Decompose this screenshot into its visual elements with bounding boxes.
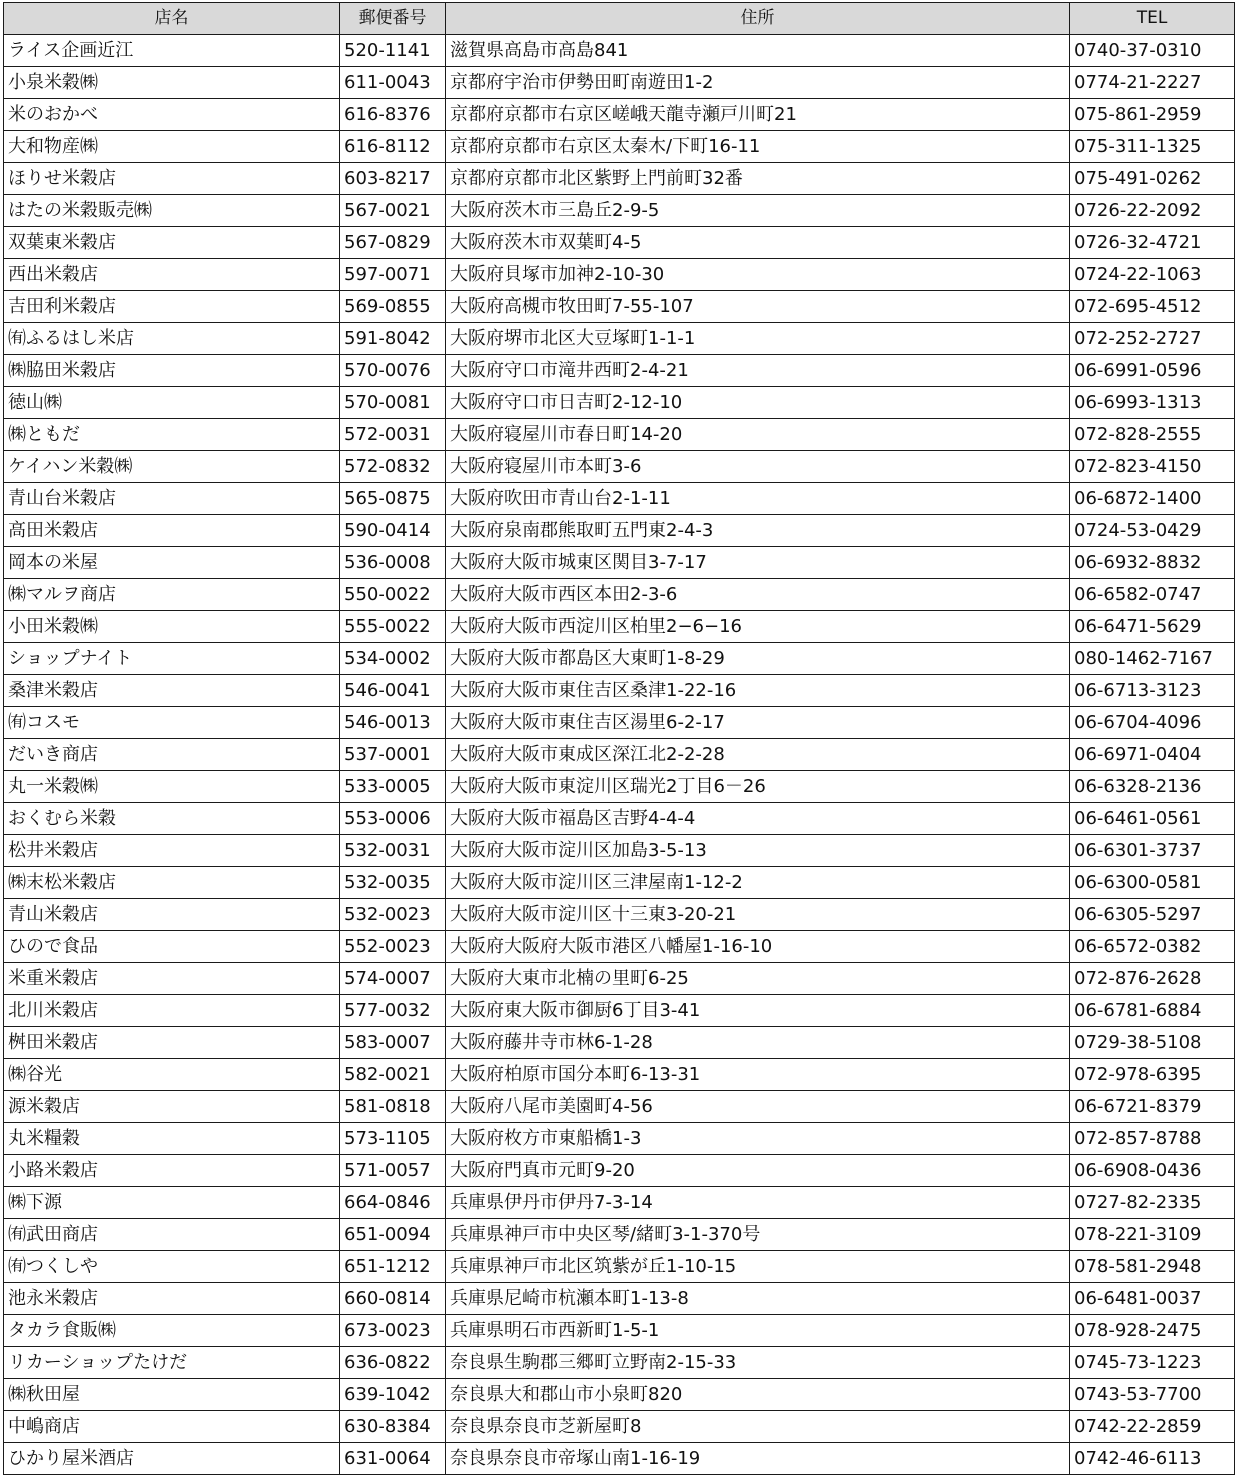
- address-cell: 大阪府大阪市東住吉区湯里6-2-17: [446, 707, 1070, 739]
- address-cell: 京都府京都市右京区太秦木/下町16-11: [446, 131, 1070, 163]
- table-row: [4, 1347, 1235, 1379]
- table-row: [4, 899, 1235, 931]
- tel-cell: 0724-22-1063: [1070, 259, 1235, 291]
- table-row: [4, 931, 1235, 963]
- address-cell: 大阪府守口市日吉町2-12-10: [446, 387, 1070, 419]
- address-cell: 大阪府大阪市東住吉区桑津1-22-16: [446, 675, 1070, 707]
- address-cell: 京都府京都市右京区嵯峨天龍寺瀬戸川町21: [446, 99, 1070, 131]
- address-cell: 大阪府茨木市双葉町4-5: [446, 227, 1070, 259]
- table-row: [4, 579, 1235, 611]
- table-row: [4, 1219, 1235, 1251]
- tel-cell: 072-252-2727: [1070, 323, 1235, 355]
- table-row: [4, 1411, 1235, 1443]
- address-cell: 京都府宇治市伊勢田町南遊田1-2: [446, 67, 1070, 99]
- header-tel: TEL: [1070, 3, 1235, 35]
- table-row: [4, 803, 1235, 835]
- table-row: [4, 675, 1235, 707]
- postal-code-cell: 567-0021: [340, 195, 446, 227]
- tel-cell: 075-311-1325: [1070, 131, 1235, 163]
- table-row: [4, 1155, 1235, 1187]
- tel-cell: 0724-53-0429: [1070, 515, 1235, 547]
- table-row: [4, 1123, 1235, 1155]
- postal-code-cell: 591-8042: [340, 323, 446, 355]
- store-name-cell: ひかり屋米酒店: [4, 1443, 340, 1475]
- tel-cell: 072-857-8788: [1070, 1123, 1235, 1155]
- tel-cell: 06-6461-0561: [1070, 803, 1235, 835]
- postal-code-cell: 616-8376: [340, 99, 446, 131]
- tel-cell: 06-6572-0382: [1070, 931, 1235, 963]
- table-row: [4, 323, 1235, 355]
- address-cell: 大阪府寝屋川市本町3-6: [446, 451, 1070, 483]
- tel-cell: 075-861-2959: [1070, 99, 1235, 131]
- table-row: [4, 1283, 1235, 1315]
- store-name-cell: 米重米穀店: [4, 963, 340, 995]
- postal-code-cell: 533-0005: [340, 771, 446, 803]
- postal-code-cell: 553-0006: [340, 803, 446, 835]
- tel-cell: 0742-22-2859: [1070, 1411, 1235, 1443]
- store-name-cell: 青山台米穀店: [4, 483, 340, 515]
- postal-code-cell: 520-1141: [340, 35, 446, 67]
- tel-cell: 078-221-3109: [1070, 1219, 1235, 1251]
- address-cell: 大阪府大阪市東成区深江北2-2-28: [446, 739, 1070, 771]
- store-name-cell: 西出米穀店: [4, 259, 340, 291]
- tel-cell: 072-823-4150: [1070, 451, 1235, 483]
- address-cell: 兵庫県伊丹市伊丹7-3-14: [446, 1187, 1070, 1219]
- postal-code-cell: 555-0022: [340, 611, 446, 643]
- tel-cell: 06-6971-0404: [1070, 739, 1235, 771]
- table-row: [4, 67, 1235, 99]
- store-name-cell: ㈱ともだ: [4, 419, 340, 451]
- store-name-cell: ㈲つくしや: [4, 1251, 340, 1283]
- postal-code-cell: 532-0031: [340, 835, 446, 867]
- header-address: 住所: [446, 3, 1070, 35]
- postal-code-cell: 567-0829: [340, 227, 446, 259]
- store-name-cell: リカーショップたけだ: [4, 1347, 340, 1379]
- address-cell: 大阪府大阪市西区本田2-3-6: [446, 579, 1070, 611]
- address-cell: 大阪府門真市元町9-20: [446, 1155, 1070, 1187]
- tel-cell: 0743-53-7700: [1070, 1379, 1235, 1411]
- store-name-cell: ショップナイト: [4, 643, 340, 675]
- store-name-cell: 高田米穀店: [4, 515, 340, 547]
- address-cell: 奈良県奈良市芝新屋町8: [446, 1411, 1070, 1443]
- address-cell: 兵庫県神戸市北区筑紫が丘1-10-15: [446, 1251, 1070, 1283]
- postal-code-cell: 664-0846: [340, 1187, 446, 1219]
- store-name-cell: だいき商店: [4, 739, 340, 771]
- postal-code-cell: 573-1105: [340, 1123, 446, 1155]
- address-cell: 大阪府守口市滝井西町2-4-21: [446, 355, 1070, 387]
- tel-cell: 06-6781-6884: [1070, 995, 1235, 1027]
- store-name-cell: 池永米穀店: [4, 1283, 340, 1315]
- store-name-cell: 徳山㈱: [4, 387, 340, 419]
- table-row: [4, 1027, 1235, 1059]
- store-name-cell: ㈲コスモ: [4, 707, 340, 739]
- address-cell: 大阪府大阪市淀川区三津屋南1-12-2: [446, 867, 1070, 899]
- store-name-cell: はたの米穀販売㈱: [4, 195, 340, 227]
- address-cell: 大阪府泉南郡熊取町五門東2-4-3: [446, 515, 1070, 547]
- store-name-cell: 桝田米穀店: [4, 1027, 340, 1059]
- address-cell: 滋賀県高島市高島841: [446, 35, 1070, 67]
- tel-cell: 072-828-2555: [1070, 419, 1235, 451]
- store-name-cell: ㈲武田商店: [4, 1219, 340, 1251]
- tel-cell: 072-876-2628: [1070, 963, 1235, 995]
- address-cell: 大阪府大阪市都島区大東町1-8-29: [446, 643, 1070, 675]
- address-cell: 大阪府大阪市淀川区十三東3-20-21: [446, 899, 1070, 931]
- address-cell: 大阪府貝塚市加神2-10-30: [446, 259, 1070, 291]
- postal-code-cell: 569-0855: [340, 291, 446, 323]
- store-name-cell: ひので食品: [4, 931, 340, 963]
- address-cell: 大阪府大阪市西淀川区柏里2−6−16: [446, 611, 1070, 643]
- address-cell: 大阪府東大阪市御厨6丁目3-41: [446, 995, 1070, 1027]
- table-row: [4, 99, 1235, 131]
- table-row: [4, 771, 1235, 803]
- postal-code-cell: 603-8217: [340, 163, 446, 195]
- tel-cell: 0774-21-2227: [1070, 67, 1235, 99]
- store-name-cell: 大和物産㈱: [4, 131, 340, 163]
- tel-cell: 072-695-4512: [1070, 291, 1235, 323]
- tel-cell: 0745-73-1223: [1070, 1347, 1235, 1379]
- postal-code-cell: 536-0008: [340, 547, 446, 579]
- address-cell: 大阪府寝屋川市春日町14-20: [446, 419, 1070, 451]
- tel-cell: 06-6932-8832: [1070, 547, 1235, 579]
- header-store-name: 店名: [4, 3, 340, 35]
- address-cell: 大阪府枚方市東船橋1-3: [446, 1123, 1070, 1155]
- tel-cell: 0726-32-4721: [1070, 227, 1235, 259]
- store-name-cell: ほりせ米穀店: [4, 163, 340, 195]
- table-row: [4, 1187, 1235, 1219]
- postal-code-cell: 639-1042: [340, 1379, 446, 1411]
- tel-cell: 0740-37-0310: [1070, 35, 1235, 67]
- store-name-cell: 米のおかべ: [4, 99, 340, 131]
- postal-code-cell: 597-0071: [340, 259, 446, 291]
- table-row: [4, 547, 1235, 579]
- tel-cell: 06-6721-8379: [1070, 1091, 1235, 1123]
- table-row: [4, 131, 1235, 163]
- tel-cell: 075-491-0262: [1070, 163, 1235, 195]
- store-name-cell: 中嶋商店: [4, 1411, 340, 1443]
- table-row: [4, 163, 1235, 195]
- postal-code-cell: 550-0022: [340, 579, 446, 611]
- table-row: [4, 835, 1235, 867]
- table-row: [4, 195, 1235, 227]
- tel-cell: 078-581-2948: [1070, 1251, 1235, 1283]
- store-name-cell: ㈱マルヲ商店: [4, 579, 340, 611]
- address-cell: 大阪府大阪市城東区関目3-7-17: [446, 547, 1070, 579]
- table-row: [4, 963, 1235, 995]
- table-row: [4, 451, 1235, 483]
- address-cell: 大阪府吹田市青山台2-1-11: [446, 483, 1070, 515]
- postal-code-cell: 546-0041: [340, 675, 446, 707]
- address-cell: 大阪府堺市北区大豆塚町1-1-1: [446, 323, 1070, 355]
- address-cell: 兵庫県明石市西新町1-5-1: [446, 1315, 1070, 1347]
- store-name-cell: 小泉米穀㈱: [4, 67, 340, 99]
- table-row: [4, 291, 1235, 323]
- postal-code-cell: 565-0875: [340, 483, 446, 515]
- store-list-table: [3, 2, 1235, 1475]
- postal-code-cell: 570-0081: [340, 387, 446, 419]
- address-cell: 奈良県生駒郡三郷町立野南2-15-33: [446, 1347, 1070, 1379]
- postal-code-cell: 611-0043: [340, 67, 446, 99]
- store-name-cell: タカラ食販㈱: [4, 1315, 340, 1347]
- store-name-cell: 丸一米穀㈱: [4, 771, 340, 803]
- tel-cell: 06-6300-0581: [1070, 867, 1235, 899]
- store-name-cell: ㈱末松米穀店: [4, 867, 340, 899]
- store-name-cell: 松井米穀店: [4, 835, 340, 867]
- tel-cell: 06-6471-5629: [1070, 611, 1235, 643]
- header-row: [4, 3, 1235, 35]
- store-name-cell: ライス企画近江: [4, 35, 340, 67]
- tel-cell: 072-978-6395: [1070, 1059, 1235, 1091]
- table-body: [4, 35, 1235, 1475]
- postal-code-cell: 590-0414: [340, 515, 446, 547]
- postal-code-cell: 630-8384: [340, 1411, 446, 1443]
- store-name-cell: 青山米穀店: [4, 899, 340, 931]
- postal-code-cell: 532-0035: [340, 867, 446, 899]
- store-name-cell: 双葉東米穀店: [4, 227, 340, 259]
- address-cell: 大阪府藤井寺市林6-1-28: [446, 1027, 1070, 1059]
- tel-cell: 06-6328-2136: [1070, 771, 1235, 803]
- store-name-cell: ㈱脇田米穀店: [4, 355, 340, 387]
- tel-cell: 06-6582-0747: [1070, 579, 1235, 611]
- postal-code-cell: 574-0007: [340, 963, 446, 995]
- address-cell: 大阪府大阪府大阪市港区八幡屋1-16-10: [446, 931, 1070, 963]
- tel-cell: 06-6991-0596: [1070, 355, 1235, 387]
- tel-cell: 078-928-2475: [1070, 1315, 1235, 1347]
- tel-cell: 0742-46-6113: [1070, 1443, 1235, 1475]
- table-row: [4, 1091, 1235, 1123]
- store-name-cell: ㈲ふるはし米店: [4, 323, 340, 355]
- address-cell: 大阪府八尾市美園町4-56: [446, 1091, 1070, 1123]
- address-cell: 京都府京都市北区紫野上門前町32番: [446, 163, 1070, 195]
- store-name-cell: ㈱谷光: [4, 1059, 340, 1091]
- postal-code-cell: 572-0031: [340, 419, 446, 451]
- tel-cell: 0727-82-2335: [1070, 1187, 1235, 1219]
- table-row: [4, 35, 1235, 67]
- store-name-cell: おくむら米穀: [4, 803, 340, 835]
- store-name-cell: 丸米糧穀: [4, 1123, 340, 1155]
- table-row: [4, 483, 1235, 515]
- tel-cell: 06-6481-0037: [1070, 1283, 1235, 1315]
- table-row: [4, 611, 1235, 643]
- store-name-cell: 源米穀店: [4, 1091, 340, 1123]
- store-name-cell: 岡本の米屋: [4, 547, 340, 579]
- address-cell: 大阪府大阪市淀川区加島3-5-13: [446, 835, 1070, 867]
- address-cell: 大阪府大阪市東淀川区瑞光2丁目6－26: [446, 771, 1070, 803]
- postal-code-cell: 577-0032: [340, 995, 446, 1027]
- postal-code-cell: 582-0021: [340, 1059, 446, 1091]
- store-name-cell: ケイハン米穀㈱: [4, 451, 340, 483]
- tel-cell: 06-6993-1313: [1070, 387, 1235, 419]
- tel-cell: 06-6301-3737: [1070, 835, 1235, 867]
- store-name-cell: ㈱下源: [4, 1187, 340, 1219]
- table-header: [4, 3, 1235, 35]
- postal-code-cell: 570-0076: [340, 355, 446, 387]
- postal-code-cell: 537-0001: [340, 739, 446, 771]
- store-name-cell: 吉田利米穀店: [4, 291, 340, 323]
- tel-cell: 06-6704-4096: [1070, 707, 1235, 739]
- table-row: [4, 1443, 1235, 1475]
- table-row: [4, 259, 1235, 291]
- table-row: [4, 419, 1235, 451]
- store-name-cell: 小田米穀㈱: [4, 611, 340, 643]
- table-row: [4, 1059, 1235, 1091]
- address-cell: 大阪府柏原市国分本町6-13-31: [446, 1059, 1070, 1091]
- postal-code-cell: 616-8112: [340, 131, 446, 163]
- address-cell: 奈良県大和郡山市小泉町820: [446, 1379, 1070, 1411]
- header-postal-code: 郵便番号: [340, 3, 446, 35]
- postal-code-cell: 532-0023: [340, 899, 446, 931]
- postal-code-cell: 534-0002: [340, 643, 446, 675]
- postal-code-cell: 572-0832: [340, 451, 446, 483]
- postal-code-cell: 660-0814: [340, 1283, 446, 1315]
- tel-cell: 06-6908-0436: [1070, 1155, 1235, 1187]
- store-name-cell: 桑津米穀店: [4, 675, 340, 707]
- tel-cell: 06-6713-3123: [1070, 675, 1235, 707]
- tel-cell: 0729-38-5108: [1070, 1027, 1235, 1059]
- table-row: [4, 995, 1235, 1027]
- address-cell: 大阪府大阪市福島区吉野4-4-4: [446, 803, 1070, 835]
- postal-code-cell: 636-0822: [340, 1347, 446, 1379]
- postal-code-cell: 583-0007: [340, 1027, 446, 1059]
- table-row: [4, 1251, 1235, 1283]
- postal-code-cell: 651-0094: [340, 1219, 446, 1251]
- table-row: [4, 867, 1235, 899]
- tel-cell: 0726-22-2092: [1070, 195, 1235, 227]
- address-cell: 大阪府大東市北楠の里町6-25: [446, 963, 1070, 995]
- table-row: [4, 1315, 1235, 1347]
- address-cell: 大阪府高槻市牧田町7-55-107: [446, 291, 1070, 323]
- address-cell: 大阪府茨木市三島丘2-9-5: [446, 195, 1070, 227]
- table-row: [4, 739, 1235, 771]
- postal-code-cell: 581-0818: [340, 1091, 446, 1123]
- table-row: [4, 643, 1235, 675]
- address-cell: 兵庫県神戸市中央区琴/緒町3-1-370号: [446, 1219, 1070, 1251]
- tel-cell: 06-6305-5297: [1070, 899, 1235, 931]
- postal-code-cell: 631-0064: [340, 1443, 446, 1475]
- table-row: [4, 707, 1235, 739]
- table-row: [4, 1379, 1235, 1411]
- store-name-cell: 北川米穀店: [4, 995, 340, 1027]
- table-row: [4, 227, 1235, 259]
- table-row: [4, 515, 1235, 547]
- postal-code-cell: 571-0057: [340, 1155, 446, 1187]
- tel-cell: 06-6872-1400: [1070, 483, 1235, 515]
- address-cell: 奈良県奈良市帝塚山南1-16-19: [446, 1443, 1070, 1475]
- table-row: [4, 355, 1235, 387]
- postal-code-cell: 673-0023: [340, 1315, 446, 1347]
- store-name-cell: ㈱秋田屋: [4, 1379, 340, 1411]
- postal-code-cell: 546-0013: [340, 707, 446, 739]
- postal-code-cell: 552-0023: [340, 931, 446, 963]
- store-name-cell: 小路米穀店: [4, 1155, 340, 1187]
- table-row: [4, 387, 1235, 419]
- tel-cell: 080-1462-7167: [1070, 643, 1235, 675]
- postal-code-cell: 651-1212: [340, 1251, 446, 1283]
- address-cell: 兵庫県尼崎市杭瀬本町1-13-8: [446, 1283, 1070, 1315]
